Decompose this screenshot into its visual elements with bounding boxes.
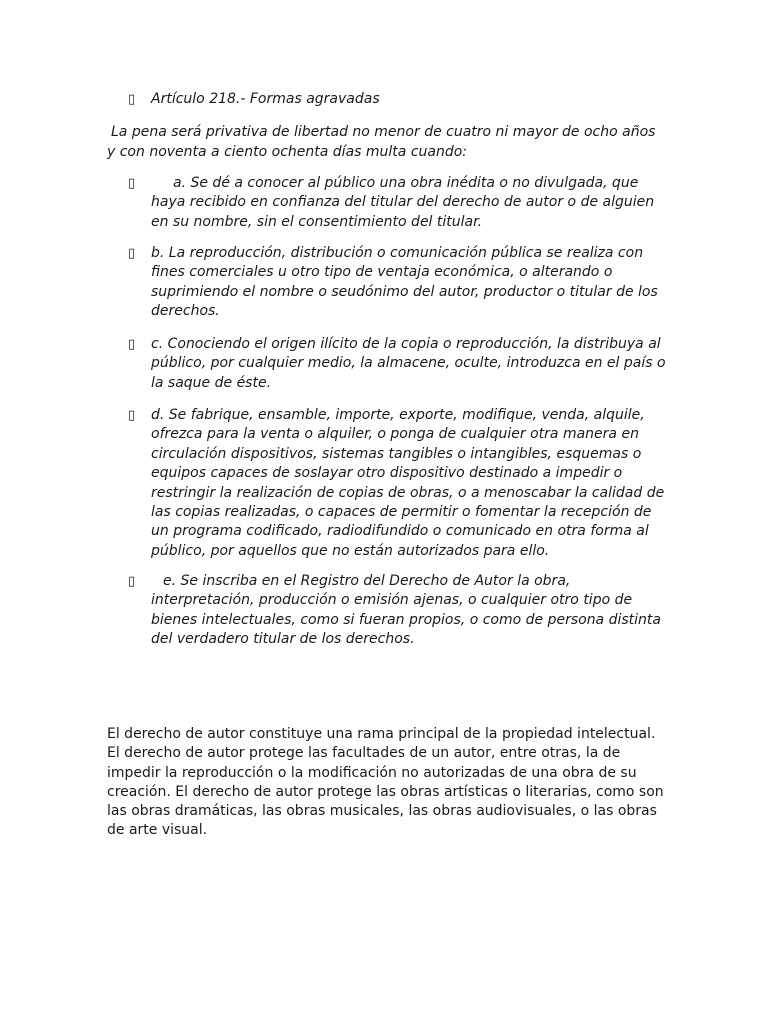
list-item-text: e. Se inscriba en el Registro del Derecho de Autor la obra, interpretación, producción o emisión ajenas, o cualquier otro tipo de bienes intelectuales, como si fueran propios, o como de persona distinta del verdadero titular de los derechos.	[151, 573, 661, 648]
bullet-icon: ▯	[128, 176, 136, 191]
closing-paragraph: El derecho de autor constituye una rama principal de la propiedad intelectual. El derecho de autor protege las facultades de un autor, entre otras, la de impedir la reproducción o la modificación no autorizadas de una obra de su creación. El derecho de autor protege las obras artísticas o literarias, como son las obras dramáticas, las obras musicales, las obras audiovisuales, o las obras de arte visual.	[107, 726, 664, 839]
list-item-text: d. Se fabrique, ensamble, importe, exporte, modifique, venda, alquile, ofrezca para la venta o alquiler, o ponga de cualquier otra manera en circulación dispositivos, sistemas tangibles o intangibles, esquemas o equipos capaces de soslayar otro dispositivo destinado a impedir o restringir la realización de copias de obras, o a menoscabar la calidad de las copias realizadas, o capaces de permitir o fomentar la recepción de un programa codificado, radiodifundido o comunicado en otra forma al público, por aquellos que no están autorizados para ello.	[151, 407, 665, 559]
bullet-icon: ▯	[128, 408, 136, 423]
list-item-text: a. Se dé a conocer al público una obra inédita o no divulgada, que haya recibido en confianza del titular del derecho de autor o de alguien en su nombre, sin el consentimiento del titular.	[151, 175, 655, 230]
list-item-text: c. Conociendo el origen ilícito de la copia o reproducción, la distribuya al público, por cualquier medio, la almacene, oculte, introduzca en el país o la saque de éste.	[151, 336, 666, 391]
bullet-icon: ▯	[128, 92, 136, 107]
list-item	[128, 406, 668, 561]
list-item	[128, 572, 668, 650]
list-item	[128, 174, 668, 232]
bullet-icon: ▯	[128, 574, 136, 589]
intro-paragraph: La pena será privativa de libertad no menor de cuatro ni mayor de ocho años y con noventa a ciento ochenta días multa cuando:	[107, 124, 656, 160]
bullet-icon: ▯	[128, 337, 136, 352]
list-item	[128, 244, 668, 322]
list-item-text: b. La reproducción, distribución o comunicación pública se realiza con fines comerciales u otro tipo de ventaja económica, o alterando o suprimiendo el nombre o seudónimo del autor, productor o titular de los derechos.	[151, 245, 658, 320]
list-item	[128, 335, 668, 393]
bullet-icon: ▯	[128, 246, 136, 261]
article-title: Artículo 218.- Formas agravadas	[151, 91, 380, 107]
